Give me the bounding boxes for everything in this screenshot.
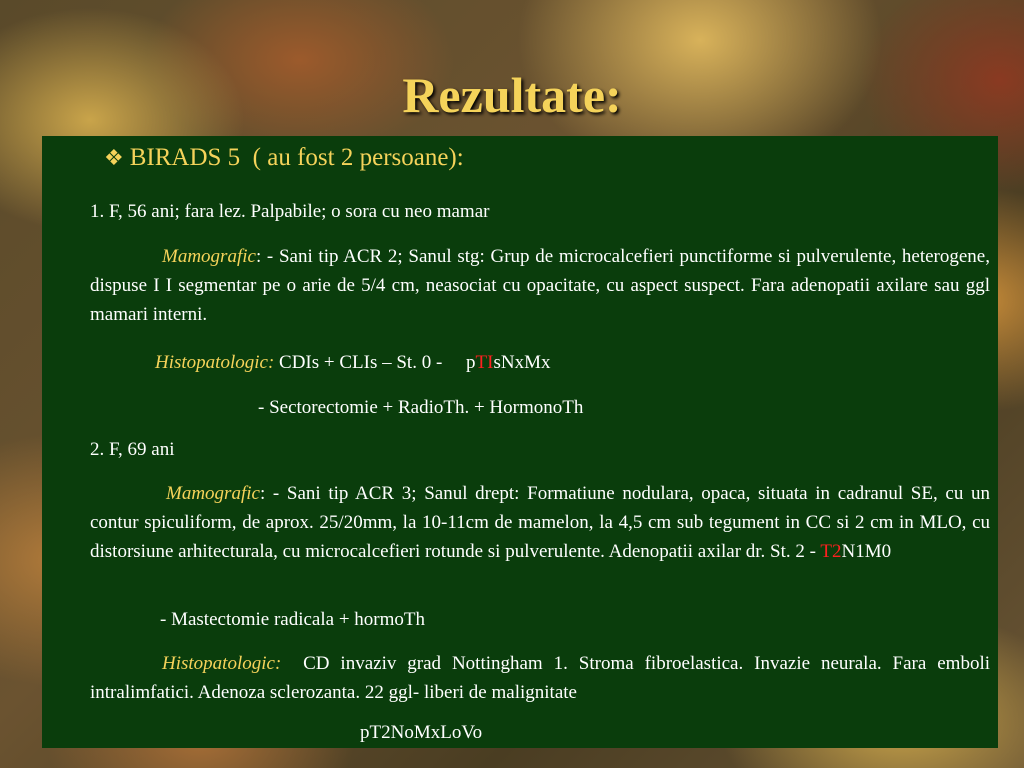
diamond-bullet-icon: ❖ (104, 145, 124, 170)
case1-summary: 1. F, 56 ani; fara lez. Palpabile; o sora cu neo mamar (90, 201, 490, 222)
case1-histo-text: CDIs + CLIs – St. 0 - p (274, 352, 476, 373)
heading-rest: ( au fost 2 persoane): (240, 144, 464, 171)
case2-histo-text: CD invaziv grad Nottingham 1. Stroma fibroelastica. Invazie neurala. Fara emboli intralimfatici. Adenoza sclerozanta. 22 ggl- liberi de malignitate (90, 653, 995, 703)
case1-mamografic (90, 242, 990, 329)
case1-histo-label: Histopatologic: (155, 352, 275, 373)
case2-mamo-label: Mamografic (166, 483, 260, 504)
case1-histopatologic (155, 348, 551, 377)
case2-histopatologic (90, 649, 995, 707)
case2-mamo-text: : - Sani tip ACR 3; Sanul drept: Formatiune nodulara, opaca, situata in cadranul SE, cu un contur spiculiform, de aprox. 25/20mm, la 10-11cm de mamelon, la 4,5 cm sub tegument in CC si 2 cm in MLO, cu distorsiune arhitecturala, cu microcalcefieri rotunde si pulverulente. Adenopatii axilar dr. St. 2 - (90, 483, 990, 562)
case1-histo-red: TI (475, 352, 494, 373)
heading-label: BIRADS 5 (129, 144, 241, 171)
case1-mamo-text: : - Sani tip ACR 2; Sanul stg: Grup de microcalcefieri punctiforme si pulverulente, heterogene, dispuse I I segmentar pe o arie de 5/4 cm, neasociat cu opacitate, cu aspect suspect. Fara adenopatii axilare sau ggl mamari interni. (90, 246, 990, 325)
case2-stage: pT2NoMxLoVo (360, 722, 483, 743)
case2-mamografic (90, 479, 990, 566)
section-heading (104, 144, 464, 172)
case2-treatment: - Mastectomie radicala + hormoTh (160, 609, 426, 630)
case1-treatment: - Sectorectomie + RadioTh. + HormonoTh (258, 397, 584, 418)
case2-histo-label: Histopatologic: (162, 653, 282, 674)
case2-mamo-end: N1M0 (841, 541, 892, 562)
case1-mamo-label: Mamografic (162, 246, 256, 267)
case2-summary: 2. F, 69 ani (90, 439, 175, 460)
content-panel (42, 136, 998, 748)
slide-title: Rezultate: (402, 67, 622, 123)
case2-mamo-red: T2 (820, 541, 842, 562)
case1-histo-end: sNxMx (493, 352, 551, 373)
